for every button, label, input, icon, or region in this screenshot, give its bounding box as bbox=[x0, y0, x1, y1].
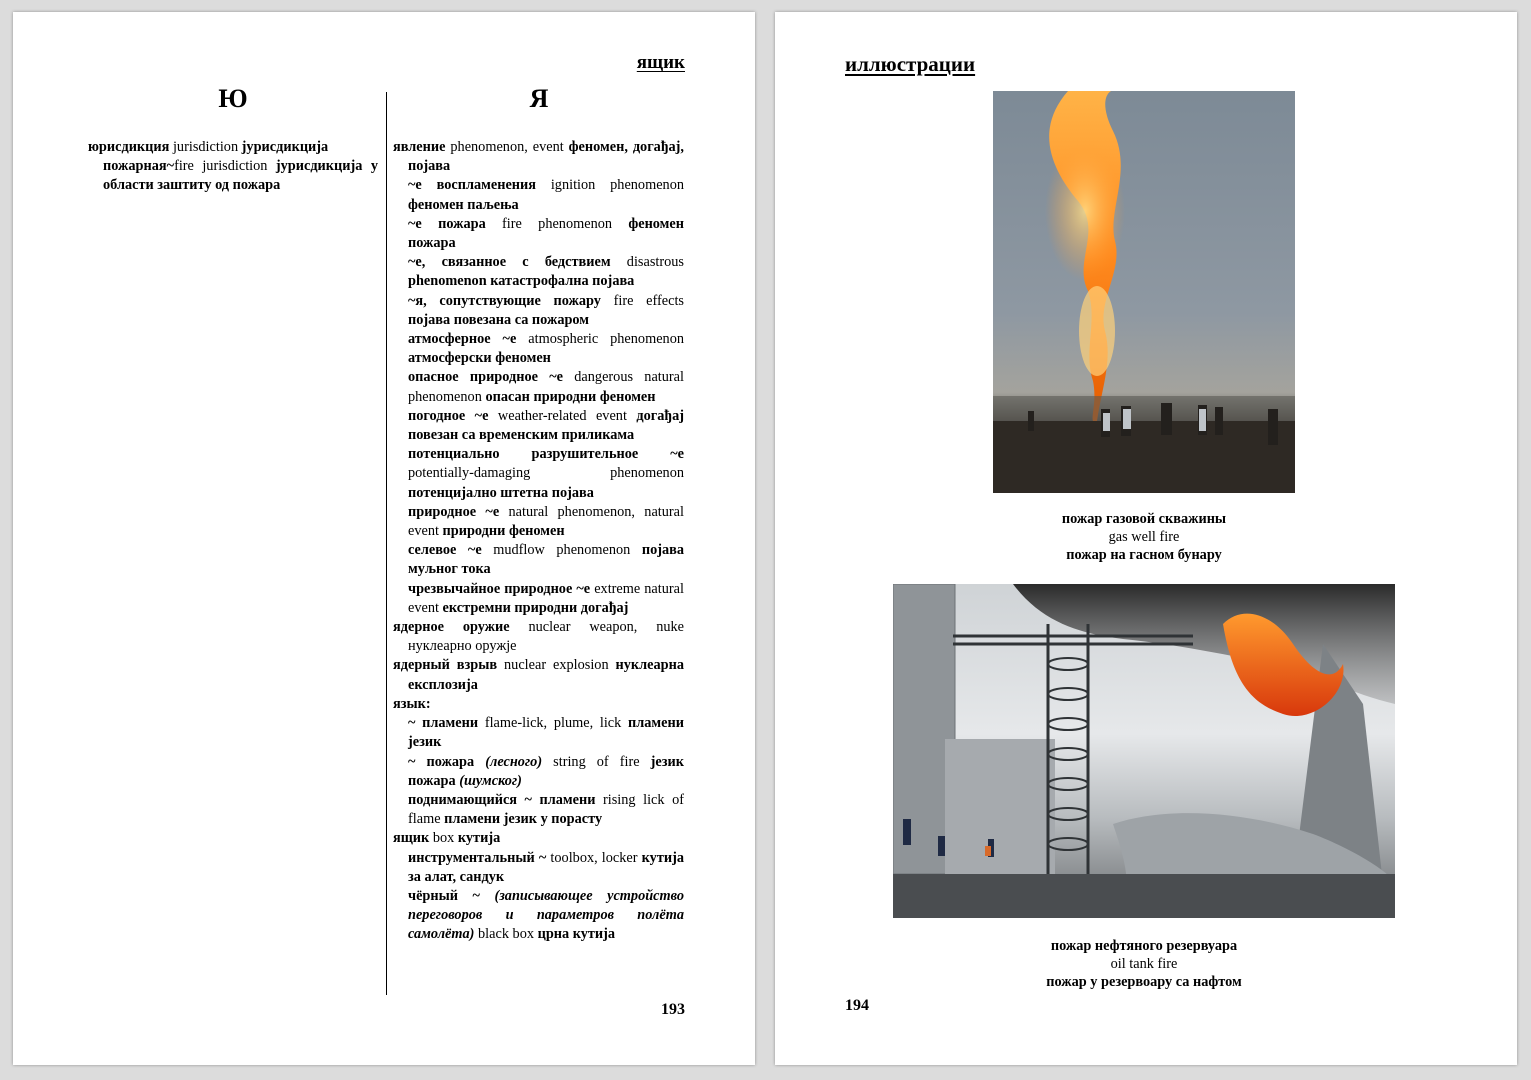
subentry bbox=[393, 292, 684, 330]
subentry-english: potentially-damaging phenomenon bbox=[408, 465, 684, 482]
subentry bbox=[393, 368, 684, 406]
caption-english: gas well fire bbox=[1108, 529, 1180, 545]
subentry-english: mudflow phenomenon bbox=[481, 542, 642, 559]
dictionary-entry bbox=[393, 618, 684, 656]
subentry bbox=[393, 887, 684, 945]
caption-russian: пожар нефтяного резервуара bbox=[1050, 938, 1238, 954]
subentry-english: extreme natural event bbox=[408, 580, 684, 616]
subentry bbox=[393, 753, 684, 791]
subentry-english: rising lick of flame bbox=[408, 791, 684, 828]
subentry-english: natural phenomenon, natural event bbox=[408, 503, 684, 540]
subentry bbox=[393, 580, 684, 618]
subentry-russian: опасное природное ~е bbox=[408, 369, 564, 386]
right-column bbox=[393, 138, 684, 945]
subentry-english: fire jurisdiction bbox=[174, 158, 276, 175]
subentry-serbian: кутија за алат, сандук bbox=[408, 849, 684, 885]
figure-caption bbox=[893, 510, 1395, 564]
page-number: 194 bbox=[845, 997, 869, 1014]
subentry-serbian: пламени језик bbox=[408, 715, 684, 751]
dictionary-entry bbox=[393, 695, 684, 714]
subentry-serbian: догађај повезан са временским приликама bbox=[408, 407, 684, 444]
subentry-english: ignition phenomenon bbox=[536, 177, 684, 194]
section-letter-yu: Ю bbox=[218, 84, 248, 113]
entry-english: jurisdiction bbox=[169, 139, 242, 155]
subentry-english: dangerous natural phenomenon bbox=[408, 369, 684, 405]
entry-serbian: феномен, догађај, појава bbox=[408, 139, 684, 175]
subentry-serbian: феномен паљења bbox=[408, 196, 519, 213]
subentry-english: flame-lick, plume, lick bbox=[478, 715, 629, 732]
caption-serbian: пожар у резервоару са нафтом bbox=[1046, 974, 1242, 990]
entry-english: nuclear explosion bbox=[497, 657, 616, 674]
subentry bbox=[393, 503, 684, 541]
subentry bbox=[393, 253, 684, 291]
oil-tank-fire-photo bbox=[893, 584, 1395, 918]
entry-headword: явление bbox=[393, 139, 446, 155]
subentry-serbian: атмосферски феномен bbox=[408, 350, 551, 367]
entry-serbian: јурисдикција bbox=[241, 139, 329, 155]
subentry-english: disastrous phenomenon bbox=[408, 254, 684, 290]
subentry-serbian: пламени језик у порасту bbox=[444, 811, 603, 828]
subentry-serbian: феномен пожара bbox=[408, 215, 685, 252]
subentry-serbian: опасан природни феномен bbox=[485, 388, 656, 405]
subentry-serbian: појава повезана са пожаром bbox=[408, 311, 590, 328]
subentry-russian: пожарная~ bbox=[103, 158, 175, 175]
dictionary-entry bbox=[393, 656, 684, 694]
subentry bbox=[393, 849, 684, 887]
gas-well-fire-photo bbox=[993, 91, 1295, 493]
subentry-serbian: екстремни природни догађај bbox=[442, 599, 629, 616]
left-page bbox=[13, 12, 755, 1065]
subentry bbox=[393, 176, 684, 214]
subentry-russian: ~е пожара bbox=[408, 215, 486, 232]
subentry bbox=[393, 215, 684, 253]
subentry-russian: ~я, сопутствующие пожару bbox=[408, 292, 601, 309]
subentry-russian: селевое ~е bbox=[408, 542, 482, 559]
entry-serbian: нуклеарна експлозија bbox=[408, 657, 685, 693]
page-number: 193 bbox=[661, 1001, 685, 1018]
subentry-russian: природное ~е bbox=[408, 503, 500, 520]
dictionary-entry bbox=[393, 829, 684, 848]
subentry bbox=[393, 791, 684, 829]
subentry-russian-note: (записывающее устройство переговоров и параметров полёта самолёта) bbox=[408, 887, 684, 943]
subentry-english: fire effects bbox=[600, 292, 684, 309]
entry-headword: ящик bbox=[393, 830, 430, 847]
subentry-english: black box bbox=[474, 926, 538, 943]
entry-english: nuclear weapon, nuke bbox=[509, 619, 684, 636]
subentry-russian: поднимающийся ~ пламени bbox=[408, 791, 596, 808]
subentry-english: weather-related event bbox=[488, 407, 637, 424]
subentry-russian: ~е воспламенения bbox=[408, 177, 537, 194]
caption-english: oil tank fire bbox=[1110, 956, 1178, 972]
dictionary-entry bbox=[88, 138, 378, 196]
subentry-russian: потенциально разрушительное ~е bbox=[408, 446, 684, 463]
entry-headword: ядерное оружие bbox=[393, 619, 510, 636]
running-head: ящик bbox=[636, 52, 685, 73]
entry-english: box bbox=[429, 830, 458, 847]
caption-serbian: пожар на гасном бунару bbox=[1066, 547, 1222, 563]
subentry bbox=[393, 541, 684, 579]
figure-caption bbox=[893, 937, 1395, 991]
entry-headword: юрисдикция bbox=[88, 139, 170, 155]
subentry-serbian: јурисдикција у области заштиту од пожара bbox=[103, 158, 378, 194]
subentry-russian: ~ пламени bbox=[408, 715, 479, 732]
subentry-russian: инструментальный ~ bbox=[408, 849, 547, 866]
subentry bbox=[393, 330, 684, 368]
subentry-russian-note: (лесного) bbox=[485, 753, 543, 770]
subentry-russian: атмосферное ~е bbox=[408, 331, 517, 348]
right-page bbox=[775, 12, 1517, 1065]
subentry-serbian: појава муљног тока bbox=[408, 542, 684, 578]
subentry-serbian: природни феномен bbox=[442, 523, 565, 540]
dictionary-entry bbox=[393, 138, 684, 176]
subentry-russian: ~е, связанное с бедствием bbox=[408, 254, 611, 271]
subentry bbox=[393, 714, 684, 752]
subentry-serbian: црна кутија bbox=[537, 926, 616, 943]
entry-serbian: кутија bbox=[457, 830, 501, 847]
subentry-serbian: потенцијално штетна појава bbox=[408, 484, 594, 501]
caption-russian: пожар газовой скважины bbox=[1061, 511, 1227, 527]
subentry-serbian: катастрофална појава bbox=[490, 273, 635, 290]
subentry-serbian: језик пожара bbox=[408, 753, 684, 789]
entry-headword: ядерный взрыв bbox=[393, 657, 498, 674]
subentry-serbian-note: (шумског) bbox=[459, 772, 522, 789]
entry-headword: язык: bbox=[393, 695, 431, 712]
section-letter-ya: Я bbox=[529, 84, 549, 113]
subentry-russian: ~ пожара bbox=[408, 753, 486, 770]
left-column bbox=[88, 138, 378, 196]
subentry-russian: чёрный ~ bbox=[408, 887, 495, 904]
subentry-english: fire phenomenon bbox=[485, 215, 629, 232]
subentry-english: toolbox, locker bbox=[546, 849, 642, 866]
running-head: иллюстрации bbox=[845, 52, 976, 76]
subentry bbox=[393, 407, 684, 445]
subentry-russian: чрезвычайное природное ~е bbox=[408, 580, 591, 597]
subentry-english: atmospheric phenomenon bbox=[516, 331, 684, 348]
entry-serbian: нуклеарно оружје bbox=[408, 638, 517, 655]
subentry bbox=[393, 445, 684, 503]
entry-english: phenomenon, event bbox=[445, 139, 569, 155]
subentry-english: string of fire bbox=[542, 753, 651, 770]
column-divider bbox=[386, 92, 387, 995]
subentry-russian: погодное ~е bbox=[408, 407, 489, 424]
